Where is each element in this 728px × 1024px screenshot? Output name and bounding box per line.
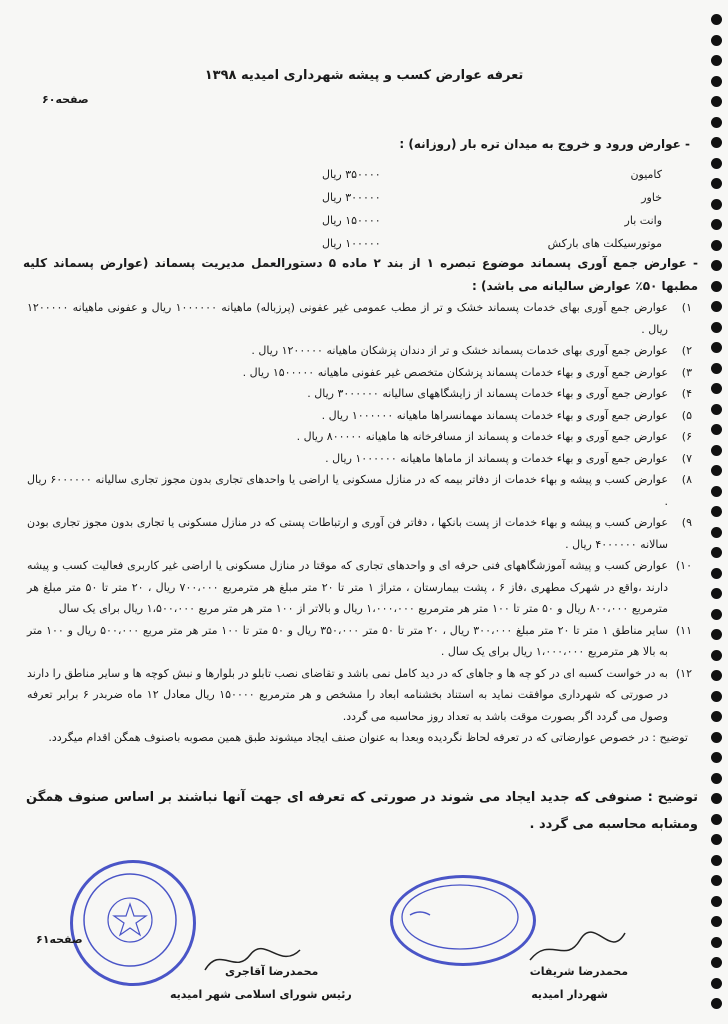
binding-ring (711, 424, 722, 435)
items-list (27, 297, 692, 727)
list-item: ۱۲) به در خواست کسبه ای در کو چه ها و جاهای که در دید کامل نمی باشد و تقاضای نصب تابلو در بلوارها و نبش کوچه ها و سایر مناطق را دارند در صورتی که شهرداری موافقت نماید به استناد بخشنامه ابعاد را مشخص و هر مترمربع ۱۵۰۰۰۰ ریال معادل ۱۲ ماه ضربدر ۶ برابر تعرفه وصول می گردد اگر بصورت موقت باشد به تعداد روز محاسبه می گردد. (27, 666, 692, 723)
list-item: ۱۰) عوارض کسب و پیشه آموزشگاههای فنی حرفه ای و واحدهای تجاری که موقتا در منازل مسکونی یا اراضی غیر کاربری فعالیت کسب و پیشه دارند ،واقع در شهرک مطهری ،فاز ۶ ، پشت بیمارستان ، متراژ ۱ متر تا ۲۰ متر مبلغ هر مترمربع ۷۰۰،۰۰۰ ریال ، ۲۰ متر تا ۵۰ متر مبلغ هر مترمربع ۸۰۰،۰۰۰ ریال و ۵۰ متر تا ۱۰۰ متر هر مترمربع ۱،۰۰۰،۰۰۰ ریال و بالاتر از ۱۰۰ متر هر متر مربع ۱،۵۰۰،۰۰۰ ریال برای یک سال (27, 559, 692, 615)
binding-ring (711, 957, 722, 968)
binding-ring (711, 14, 722, 25)
binding-ring (711, 322, 722, 333)
binding-ring (711, 96, 722, 107)
final-note: توضیح : صنوفی که جدید ایجاد می شوند در صورتی که تعرفه ای جهت آنها نباشند بر اساس صنوف همگن ومشابه محاسبه می گردد . (26, 790, 698, 832)
binding-ring (711, 978, 722, 989)
binding-ring (711, 281, 722, 292)
binding-ring (711, 301, 722, 312)
list-item: ۵) عوارض جمع آوری و بهاء خدمات پسماند مهمانسراها ماهیانه ۱۰۰۰۰۰۰ ریال . (321, 408, 692, 422)
binding-ring (711, 732, 722, 743)
binding-ring (711, 178, 722, 189)
binding-ring (711, 383, 722, 394)
binding-ring (711, 465, 722, 476)
list-item: ۹) عوارض کسب و پیشه و بهاء خدمات از پست بانکها ، دفاتر فن آوری و ارتباطات پستی که در منازل مسکونی یا تجاری بدون مجوز تجاری بودن سالانه ۴۰۰۰۰۰۰ ریال . (27, 516, 692, 551)
fee-row: کامیون ۳۵۰۰۰۰ ریال (322, 168, 662, 181)
binding-ring (711, 896, 722, 907)
binding-ring (711, 650, 722, 661)
list-item: ۶) عوارض جمع آوری و بهاء خدمات و پسماند از مسافرخانه ها ماهیانه ۸۰۰۰۰۰ ریال . (296, 430, 692, 443)
binding-ring (711, 691, 722, 702)
right-signature-scribble (520, 925, 630, 970)
list-item: ۴) عوارض جمع آوری و بهاء خدمات پسماند از زایشگاههای سالیانه ۳۰۰۰۰۰۰ ریال . (307, 387, 692, 400)
document-title: تعرفه عوارض کسب و پیشه شهرداری امیدیه ۱۳۹۸ (204, 68, 524, 83)
binding-ring (711, 527, 722, 538)
page-number-bottom: صفحه۶۱ (36, 933, 83, 946)
binding-ring (711, 486, 722, 497)
council-stamp (70, 860, 196, 986)
section2-note: توضیح : در خصوص عوارضاتی که در تعرفه لحاظ نگردیده وبعدا به عنوان صنف ایجاد میشوند طبق همین مصوبه باصنوف همگن اقدام میگردد. (48, 731, 688, 744)
list-item: ۱) عوارض جمع آوری بهای خدمات پسماند خشک و تر از مطب عمومی غیر عفونی (پرزباله) ماهیانه ۱۰۰۰۰۰۰ ریال و عفونی ماهیانه ۱۲۰۰۰۰۰ ریال . (27, 301, 692, 336)
binding-ring (711, 240, 722, 251)
fees-list (322, 163, 662, 255)
binding-ring (711, 711, 722, 722)
binding-ring (711, 199, 722, 210)
binding-ring (711, 588, 722, 599)
binding-ring (711, 137, 722, 148)
binding-ring (711, 670, 722, 681)
binding-ring (711, 609, 722, 620)
municipality-stamp (390, 875, 536, 966)
list-item: ۸) عوارض کسب و پیشه و بهاء خدمات از دفاتر بیمه که در منازل مسکونی یا اراضی یا واحدهای تجاری بدون مجوز تجاری سالیانه ۶۰۰۰۰۰۰ ریال . (27, 473, 692, 508)
binding-ring (711, 814, 722, 825)
section1-heading: - عوارض ورود و خروج به میدان تره بار (روزانه) : (399, 137, 690, 151)
fee-row: خاور ۳۰۰۰۰۰ ریال (322, 191, 662, 204)
binding-ring (711, 342, 722, 353)
left-signature-name: محمدرضا آقاجری (225, 965, 319, 978)
binding-ring (711, 219, 722, 230)
list-item: ۱۱) سایر مناطق ۱ متر تا ۲۰ متر مبلغ ۳۰۰،۰۰۰ ریال ، ۲۰ متر تا ۵۰ متر ۳۵۰،۰۰۰ ریال و ۵۰ متر تا ۱۰۰ متر هر متر مربع ۵۰۰،۰۰۰ ریال و ۱۰۰ متر به بالا هر مترمربع ۱،۰۰۰،۰۰۰ ریال برای یک سال . (27, 623, 692, 658)
list-item: ۷) عوارض جمع آوری و بهاء خدمات و پسماند از ماماها ماهیانه ۱۰۰۰۰۰۰ ریال . (325, 451, 692, 465)
list-item: ۳) عوارض جمع آوری و بهاء خدمات پسماند پزشکان متخصص غیر عفونی ماهیانه ۱۵۰۰۰۰۰ ریال . (242, 365, 692, 379)
page-number-top: صفحه۶۰ (42, 93, 89, 106)
binding-ring (711, 55, 722, 66)
binding-ring (711, 793, 722, 804)
binding-ring (711, 629, 722, 640)
binding-ring (711, 445, 722, 456)
binding-ring (711, 363, 722, 374)
binding-ring (711, 834, 722, 845)
binding-ring (711, 260, 722, 271)
binding-ring (711, 916, 722, 927)
binding-ring (711, 855, 722, 866)
binding-ring (711, 158, 722, 169)
left-signature-title: رئیس شورای اسلامی شهر امیدیه (170, 988, 352, 1001)
right-signature-name: محمدرضا شریفات (529, 965, 628, 978)
fee-row: وانت بار ۱۵۰۰۰۰ ریال (322, 214, 662, 227)
binding-ring (711, 568, 722, 579)
binding-ring (711, 998, 722, 1009)
binding-ring (711, 35, 722, 46)
binding-ring (711, 773, 722, 784)
right-signature-title: شهردار امیدیه (531, 988, 608, 1001)
list-item: ۲) عوارض جمع آوری بهای خدمات پسماند خشک و تر از دندان پزشکان ماهیانه ۱۲۰۰۰۰۰ ریال . (251, 344, 692, 357)
binding-ring (711, 937, 722, 948)
section2-heading: - عوارض جمع آوری پسماند موضوع تبصره ۱ از بند ۲ ماده ۵ دستورالعمل مدیریت پسماند (عوارض پسماند کلیه مطبها ۵۰٪ عوارض سالیانه می باشد) : (23, 256, 699, 293)
spiral-binding (706, 0, 726, 1024)
binding-ring (711, 506, 722, 517)
binding-ring (711, 117, 722, 128)
binding-ring (711, 875, 722, 886)
binding-ring (711, 547, 722, 558)
binding-ring (711, 752, 722, 763)
fee-row: موتورسیکلت های بارکش ۱۰۰۰۰۰ ریال (322, 237, 662, 250)
binding-ring (711, 404, 722, 415)
